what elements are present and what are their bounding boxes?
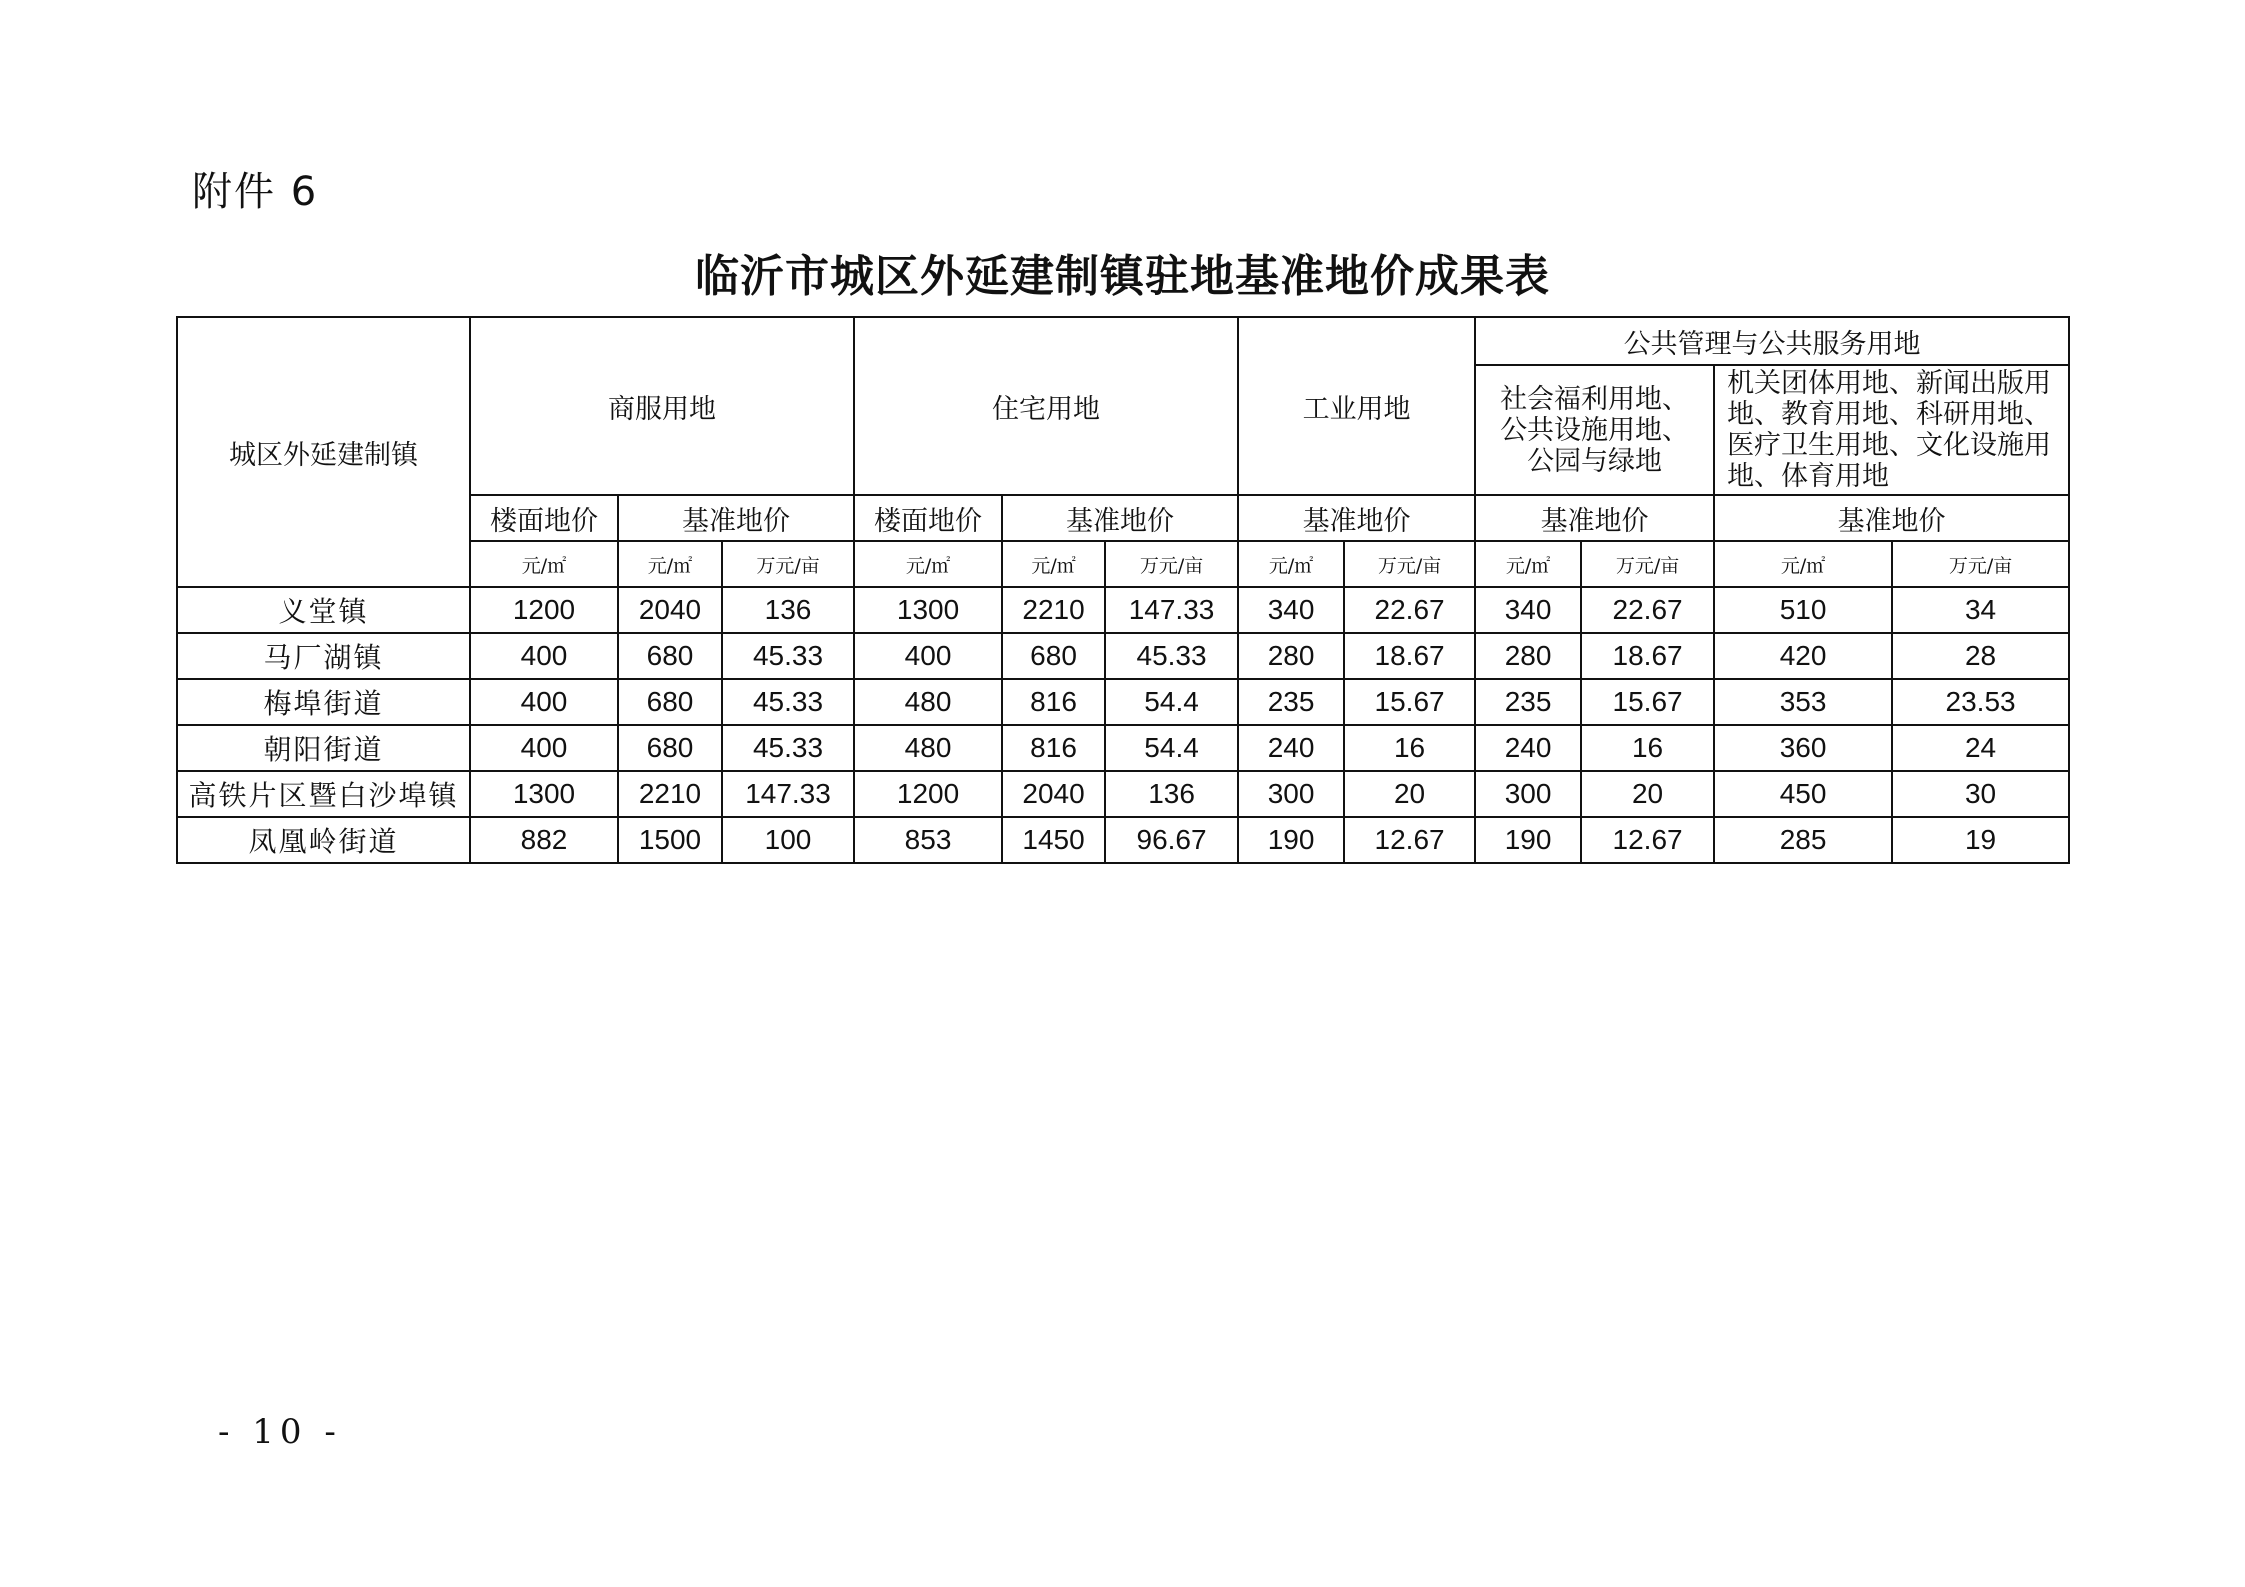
town-name: 梅埠街道 (177, 679, 470, 725)
unit-label: 元/㎡ (1238, 541, 1344, 587)
table-row (177, 725, 2069, 771)
table-cell: 235 (1238, 679, 1344, 725)
table-cell: 510 (1714, 587, 1892, 633)
table-cell: 45.33 (722, 725, 854, 771)
table-cell: 816 (1002, 679, 1105, 725)
table-cell: 1300 (854, 587, 1002, 633)
table-cell: 19 (1892, 817, 2069, 863)
table-cell: 30 (1892, 771, 2069, 817)
industrial-land-header: 工业用地 (1238, 317, 1475, 495)
table-cell: 190 (1475, 817, 1581, 863)
table-cell: 340 (1238, 587, 1344, 633)
town-name: 义堂镇 (177, 587, 470, 633)
table-row (177, 817, 2069, 863)
table-cell: 480 (854, 679, 1002, 725)
table-cell: 18.67 (1581, 633, 1714, 679)
table-cell: 300 (1238, 771, 1344, 817)
table-cell: 400 (854, 633, 1002, 679)
table-cell: 240 (1475, 725, 1581, 771)
table-cell: 285 (1714, 817, 1892, 863)
unit-label: 元/㎡ (1002, 541, 1105, 587)
table-row (177, 587, 2069, 633)
table-cell: 22.67 (1344, 587, 1475, 633)
attachment-label: 附件 6 (192, 169, 319, 215)
unit-label: 万元/亩 (1105, 541, 1238, 587)
table-cell: 18.67 (1344, 633, 1475, 679)
table-cell: 1300 (470, 771, 618, 817)
table-cell: 20 (1581, 771, 1714, 817)
table-cell: 54.4 (1105, 725, 1238, 771)
document-title: 临沂市城区外延建制镇驻地基准地价成果表 (695, 251, 1550, 302)
table-cell: 480 (854, 725, 1002, 771)
base-price-header: 基准地价 (1002, 495, 1238, 541)
base-price-header: 基准地价 (1238, 495, 1475, 541)
table-cell: 45.33 (722, 679, 854, 725)
table-cell: 96.67 (1105, 817, 1238, 863)
page-number: - 10 - (218, 1412, 342, 1452)
table-cell: 680 (1002, 633, 1105, 679)
table-cell: 300 (1475, 771, 1581, 817)
floor-price-header: 楼面地价 (470, 495, 618, 541)
table-cell: 2040 (1002, 771, 1105, 817)
table-cell: 15.67 (1344, 679, 1475, 725)
table-cell: 136 (722, 587, 854, 633)
table-cell: 235 (1475, 679, 1581, 725)
commercial-land-header: 商服用地 (470, 317, 854, 495)
table-row (177, 771, 2069, 817)
table-cell: 680 (618, 679, 722, 725)
table-cell: 1200 (854, 771, 1002, 817)
public-sub1-header: 社会福利用地、公共设施用地、公园与绿地 (1475, 365, 1714, 495)
table-cell: 12.67 (1581, 817, 1714, 863)
table-cell: 400 (470, 679, 618, 725)
table-cell: 100 (722, 817, 854, 863)
unit-label: 万元/亩 (1581, 541, 1714, 587)
table-cell: 12.67 (1344, 817, 1475, 863)
table-cell: 2210 (1002, 587, 1105, 633)
public-sub2-header: 机关团体用地、新闻出版用地、教育用地、科研用地、医疗卫生用地、文化设施用地、体育用地 (1714, 365, 2069, 495)
unit-label: 元/㎡ (854, 541, 1002, 587)
base-price-header: 基准地价 (618, 495, 854, 541)
table-cell: 45.33 (1105, 633, 1238, 679)
unit-label: 元/㎡ (1475, 541, 1581, 587)
unit-label: 万元/亩 (722, 541, 854, 587)
table-cell: 882 (470, 817, 618, 863)
table-cell: 240 (1238, 725, 1344, 771)
table-cell: 23.53 (1892, 679, 2069, 725)
table-row (177, 679, 2069, 725)
table-cell: 136 (1105, 771, 1238, 817)
table-cell: 853 (854, 817, 1002, 863)
residential-land-header: 住宅用地 (854, 317, 1238, 495)
table-cell: 2210 (618, 771, 722, 817)
table-cell: 45.33 (722, 633, 854, 679)
table-cell: 54.4 (1105, 679, 1238, 725)
table-cell: 24 (1892, 725, 2069, 771)
table-cell: 280 (1238, 633, 1344, 679)
table-cell: 1500 (618, 817, 722, 863)
public-land-header: 公共管理与公共服务用地 (1475, 317, 2069, 365)
town-name: 朝阳街道 (177, 725, 470, 771)
table-cell: 353 (1714, 679, 1892, 725)
table-cell: 22.67 (1581, 587, 1714, 633)
table-cell: 147.33 (722, 771, 854, 817)
unit-label: 万元/亩 (1344, 541, 1475, 587)
table-cell: 420 (1714, 633, 1892, 679)
table-cell: 340 (1475, 587, 1581, 633)
table-row (177, 633, 2069, 679)
table-cell: 20 (1344, 771, 1475, 817)
table-cell: 400 (470, 633, 618, 679)
unit-label: 元/㎡ (618, 541, 722, 587)
table-cell: 280 (1475, 633, 1581, 679)
unit-label: 元/㎡ (470, 541, 618, 587)
town-column-header: 城区外延建制镇 (177, 317, 470, 587)
table-cell: 28 (1892, 633, 2069, 679)
base-price-header: 基准地价 (1475, 495, 1714, 541)
table-cell: 16 (1581, 725, 1714, 771)
unit-label: 万元/亩 (1892, 541, 2069, 587)
town-name: 凤凰岭街道 (177, 817, 470, 863)
land-price-table (176, 316, 2070, 864)
table-cell: 16 (1344, 725, 1475, 771)
unit-label: 元/㎡ (1714, 541, 1892, 587)
town-name: 马厂湖镇 (177, 633, 470, 679)
table-cell: 1200 (470, 587, 618, 633)
table-cell: 400 (470, 725, 618, 771)
table-cell: 360 (1714, 725, 1892, 771)
table-cell: 15.67 (1581, 679, 1714, 725)
table-cell: 2040 (618, 587, 722, 633)
table-cell: 680 (618, 725, 722, 771)
floor-price-header: 楼面地价 (854, 495, 1002, 541)
table-cell: 147.33 (1105, 587, 1238, 633)
table-cell: 450 (1714, 771, 1892, 817)
table-cell: 816 (1002, 725, 1105, 771)
table-cell: 34 (1892, 587, 2069, 633)
table-cell: 1450 (1002, 817, 1105, 863)
town-name: 高铁片区暨白沙埠镇 (177, 771, 470, 817)
table-cell: 190 (1238, 817, 1344, 863)
base-price-header: 基准地价 (1714, 495, 2069, 541)
table-cell: 680 (618, 633, 722, 679)
